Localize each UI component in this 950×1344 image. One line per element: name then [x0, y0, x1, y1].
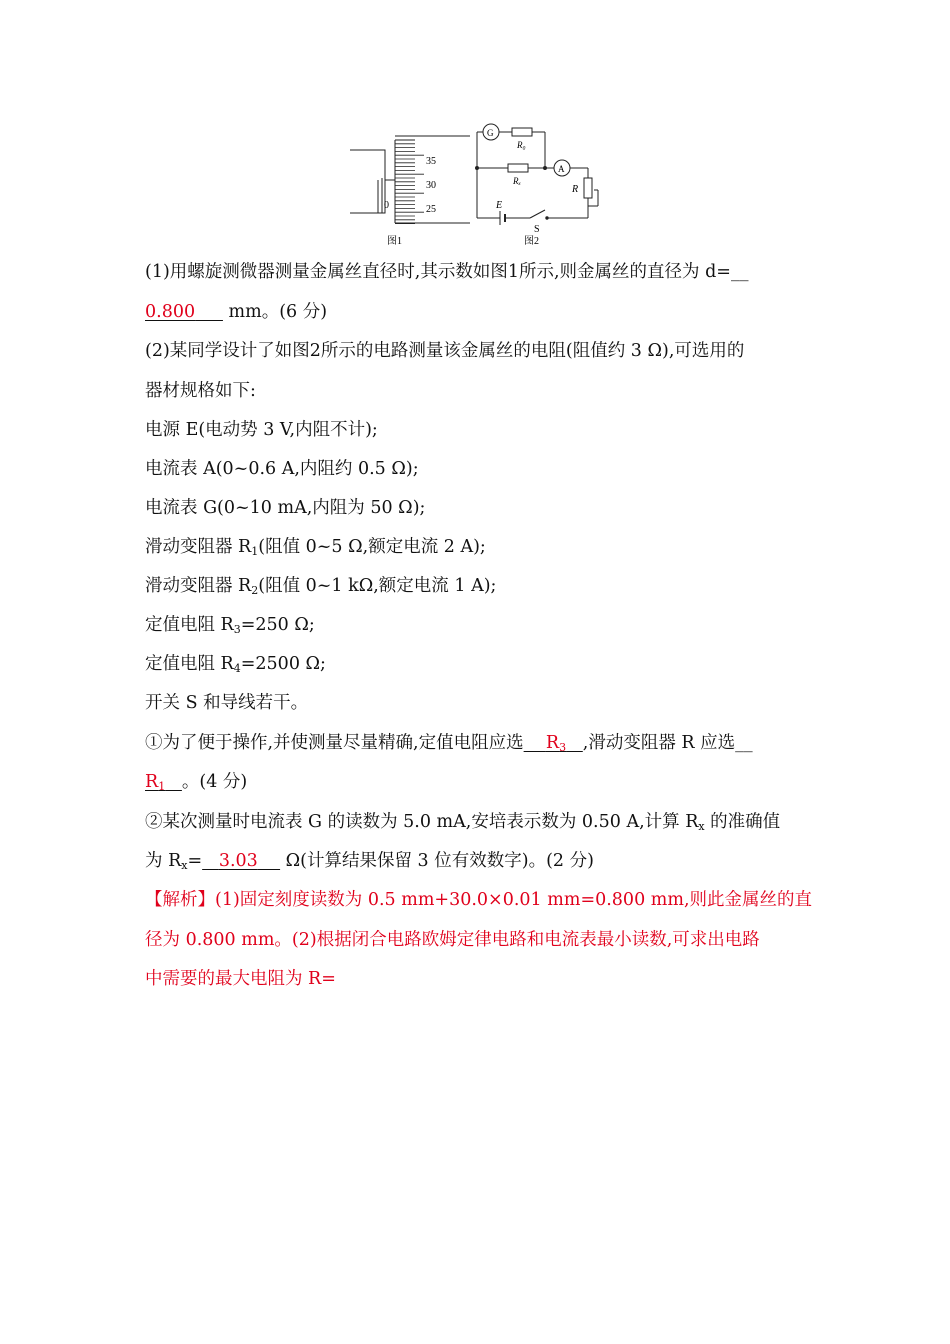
rx-resistor — [508, 164, 528, 172]
analysis-tag: 【解析】 — [145, 890, 215, 910]
item-ammeter-g: 电流表 G(0~10 mA,内阻为 50 Ω); — [145, 498, 426, 518]
label-G: G — [487, 128, 494, 138]
item-resistor-r4: 定值电阻 $R_4=2500$ Ω; — [145, 654, 326, 675]
item-rheostat-r2: 滑动变阻器 $R_2$(阻值 0~1 kΩ,额定电流 1 A); — [145, 576, 497, 597]
sub2-line-2: 为 $R_x=$ 3.03 Ω(计算结果保留 3 位有效数字)。(2 分) — [145, 851, 594, 872]
sub1-line-2: $R_1$ 。(4 分) — [145, 772, 248, 793]
analysis-line-2: 径为 0.800 mm。(2)根据闭合电路欧姆定律电路和电流表最小读数,可求出电路 — [145, 930, 760, 950]
item-ammeter-a: 电流表 A(0~0.6 A,内阻约 0.5 Ω); — [145, 459, 419, 479]
item-resistor-r3: 定值电阻 $R_3=250$ Ω; — [145, 615, 315, 636]
q1-answer-line — [145, 302, 327, 322]
circuit-figure — [476, 124, 599, 225]
figures — [340, 118, 610, 253]
sub2-answer: 3.03 — [218, 851, 258, 871]
r0-resistor — [512, 128, 532, 136]
analysis-line-1: 【解析】(1)固定刻度读数为 0.5 mm+30.0×0.01 mm=0.800 mm,则此金属丝的直 — [145, 890, 813, 910]
tick-label-25: 25 — [426, 204, 436, 215]
label-R0: R₀ — [517, 140, 526, 150]
item-rheostat-r1: 滑动变阻器 $R_1$(阻值 0~5 Ω,额定电流 2 A); — [145, 537, 486, 558]
q1-suffix: mm。(6 分) — [222, 302, 328, 322]
sub2-line-1: ②某次测量时电流表 G 的读数为 5.0 mA,安培表示数为 0.50 A,计算 $R_x$ 的准确值 — [145, 812, 781, 833]
label-A: A — [558, 164, 565, 174]
label-S: S — [534, 224, 540, 235]
q2-intro-2: 器材规格如下: — [145, 381, 256, 401]
tick-label-30: 30 — [426, 180, 436, 191]
q1-line: (1)用螺旋测微器测量金属丝直径时,其示数如图1所示,则金属丝的直径为 d=__ — [145, 262, 749, 282]
rheostat — [584, 178, 592, 198]
sub1-answer-1: $R_3$ — [545, 733, 567, 754]
analysis-line-3: 中需要的最大电阻为 R= — [145, 969, 336, 989]
q1-answer: 0.800 — [145, 302, 196, 322]
q1-text: (1)用螺旋测微器测量金属丝直径时,其示数如图1所示,则金属丝的直径为 d= — [145, 262, 731, 282]
fig2-caption: 图2 — [524, 236, 539, 247]
sub1-answer-2: $R_1$ — [145, 772, 166, 793]
label-E: E — [496, 200, 503, 211]
micrometer-scale-ticks — [395, 140, 424, 224]
label-Rx: Rₓ — [513, 176, 522, 186]
item-switch: 开关 S 和导线若干。 — [145, 693, 309, 713]
tick-label-35: 35 — [426, 156, 436, 167]
q2-intro-1: (2)某同学设计了如图2所示的电路测量该金属丝的电阻(阻值约 3 Ω),可选用的 — [145, 341, 745, 361]
micrometer-figure — [350, 136, 470, 223]
label-R: R — [572, 184, 579, 195]
item-power-source: 电源 E(电动势 3 V,内阻不计); — [145, 420, 378, 440]
zero-label: 0 — [384, 200, 389, 211]
sub1-line-1: ①为了便于操作,并使测量尽量精确,定值电阻应选 $R_3$ ,滑动变阻器 R 应选__ — [145, 733, 753, 754]
fig1-caption: 图1 — [387, 236, 402, 247]
